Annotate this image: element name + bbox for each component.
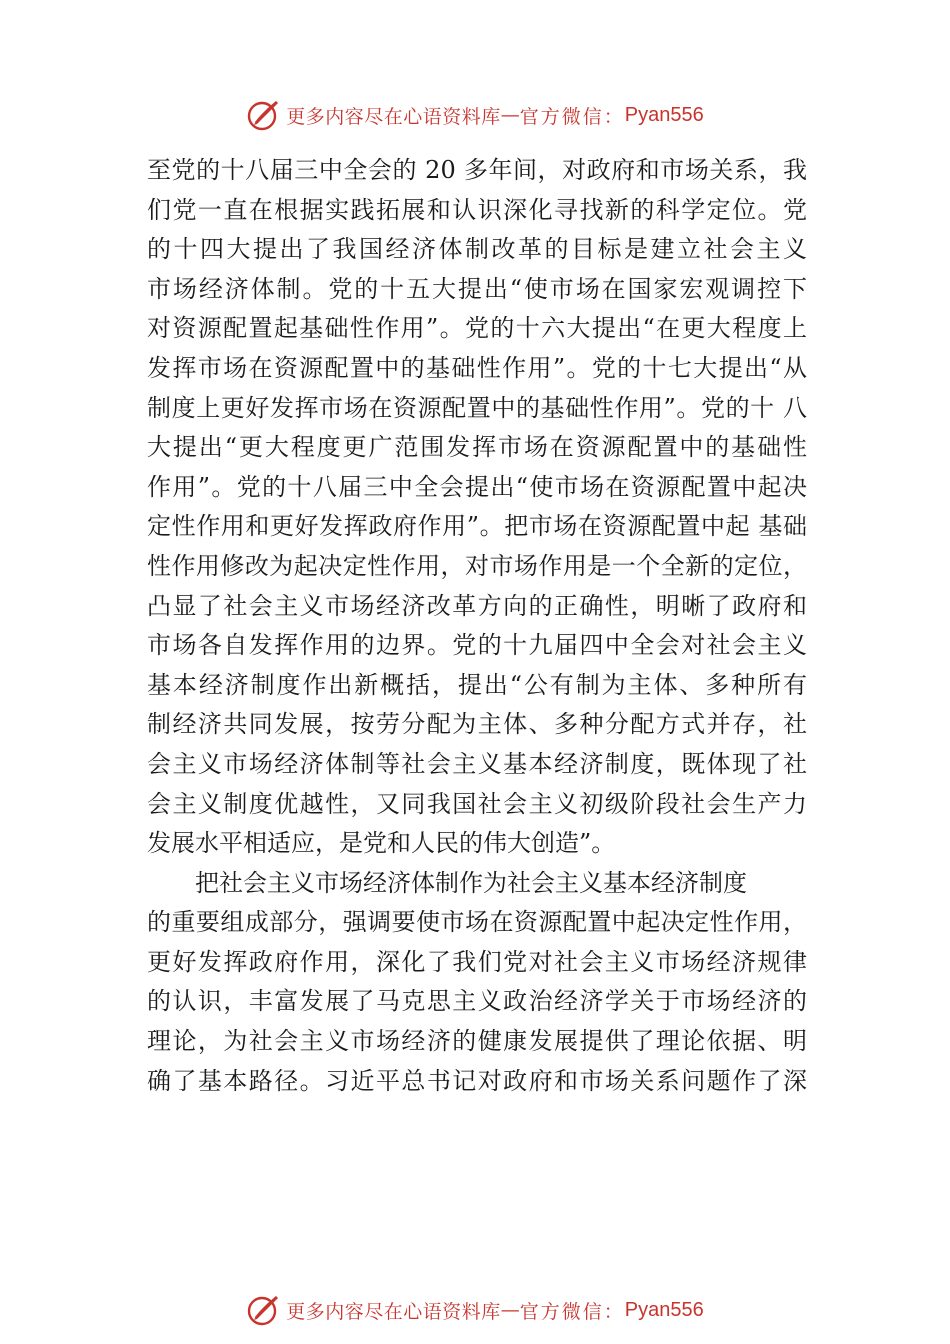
text-line: 会主义市场经济体制等社会主义基本经济制度，既体现了社: [147, 749, 807, 778]
text-line: 的重要组成部分，强调要使市场在资源配置中起决定性作用，: [147, 908, 807, 937]
text-line: 的认识，丰富发展了马克思主义政治经济学关于市场经济的: [147, 987, 807, 1016]
pen-logo-icon: [246, 1292, 282, 1328]
wechat-label: 官方微信：: [519, 1300, 625, 1323]
text-line: 制经济共同发展，按劳分配为主体、多种分配方式并存，社: [147, 710, 807, 739]
text-line: 发展水平相适应，是党和人民的伟大创造”。: [147, 829, 616, 858]
text-line: 把社会主义市场经济体制作为社会主义基本经济制度: [195, 868, 747, 897]
wechat-id: Pyan556: [624, 1298, 704, 1321]
text-line: 至党的十八届三中全会的 20 多年间，对政府和市场关系，我: [147, 156, 807, 184]
text-line: 的十四大提出了我国经济体制改革的目标是建立社会主义: [147, 235, 807, 264]
pen-logo-icon: [246, 97, 282, 133]
text-line: 理论，为社会主义市场经济的健康发展提供了理论依据、明: [147, 1027, 807, 1056]
text-line: 市场经济体制。党的十五大提出“使市场在国家宏观调控下: [147, 274, 807, 303]
text-line: 确了基本路径。习近平总书记对政府和市场关系问题作了深: [147, 1066, 807, 1095]
text-line: 们党一直在根据实践拓展和认识深化寻找新的科学定位。党: [147, 195, 807, 224]
text-line: 会主义制度优越性，又同我国社会主义初级阶段社会生产力: [147, 789, 807, 818]
text-line: 定性作用和更好发挥政府作用”。把市场在资源配置中起 基础: [147, 512, 807, 541]
text-line: 基本经济制度作出新概括，提出“公有制为主体、多种所有: [147, 670, 807, 699]
text-line: 市场各自发挥作用的边界。党的十九届四中全会对社会主义: [147, 631, 807, 660]
text-line: 凸显了社会主义市场经济改革方向的正确性，明晰了政府和: [147, 591, 807, 620]
text-line: 作用”。党的十八届三中全会提出“使市场在资源配置中起决: [147, 472, 807, 501]
banner-separator: —: [500, 1299, 520, 1321]
header-banner: [0, 93, 950, 137]
banner-text: 更多内容尽在心语资料库: [286, 105, 501, 128]
text-line: 发挥市场在资源配置中的基础性作用”。党的十七大提出“从: [147, 353, 807, 382]
banner-text: 更多内容尽在心语资料库: [286, 1300, 501, 1323]
text-line: 大提出“更大程度更广范围发挥市场在资源配置中的基础性: [147, 433, 807, 462]
wechat-id: Pyan556: [624, 103, 704, 126]
footer-banner: [0, 1288, 950, 1332]
wechat-label: 官方微信：: [519, 105, 625, 128]
text-line: 更好发挥政府作用，深化了我们党对社会主义市场经济规律: [147, 947, 807, 976]
text-line: 性作用修改为起决定性作用，对市场作用是一个全新的定位，: [147, 551, 807, 580]
text-line: 对资源配置起基础性作用”。党的十六大提出“在更大程度上: [147, 314, 807, 343]
text-line: 制度上更好发挥市场在资源配置中的基础性作用”。党的十 八: [147, 393, 807, 422]
banner-separator: —: [500, 104, 520, 126]
document-body: [147, 151, 807, 1101]
